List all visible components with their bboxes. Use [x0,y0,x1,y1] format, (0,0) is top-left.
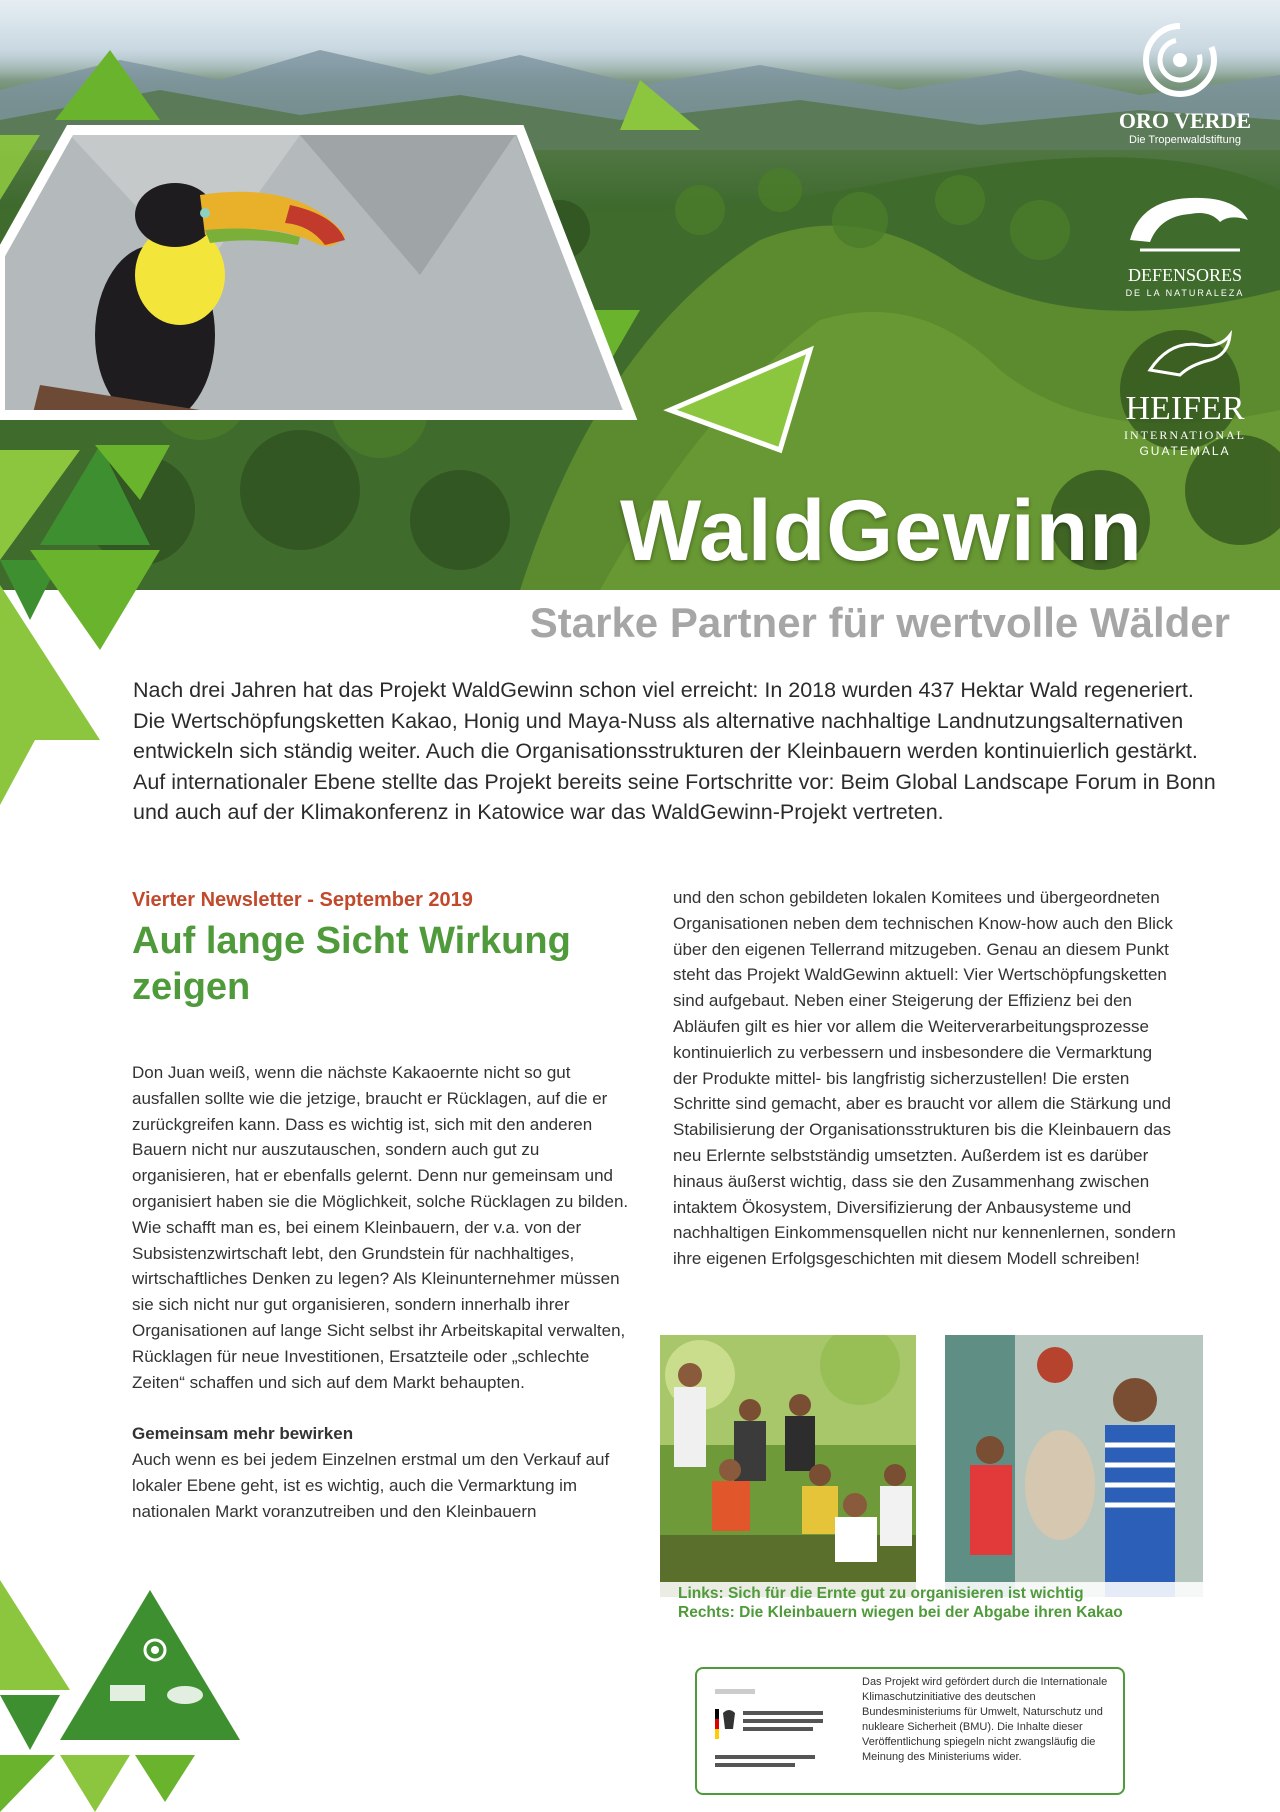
caption-left: Links: Sich für die Ernte gut zu organisieren ist wichtig [678,1585,1084,1602]
partner-logos [1100,20,1270,460]
page-title: WaldGewinn [620,483,1143,579]
cocoa-weighing-photo [945,1335,1203,1597]
heifer-name: HEIFER [1125,390,1245,427]
caption-right: Rechts: Die Kleinbauern wiegen bei der Abgabe ihren Kakao [678,1604,1123,1621]
oro-verde-name: ORO VERDE [1118,108,1252,133]
defensores-tagline: DE LA NATURALEZA [1125,288,1245,298]
photo-caption [660,1582,1205,1626]
article-title: Auf lange Sicht Wirkung zeigen [132,920,571,1008]
heifer-sub: INTERNATIONAL [1124,428,1246,442]
bottom-triangle-decoration [0,1580,260,1812]
funding-notice [695,1667,1125,1795]
funding-text: Das Projekt wird gefördert durch die Internationale Klimaschutzinitiative des deutschen Bundesministeriums für Umwelt, Naturschutz und nukleare Sicherheit (BMU). Die Inhalte dieser Veröffentlichung spiegeln nicht zwangsläufig die Meinung des Ministeriums wider. [862,1676,1108,1763]
article-subheading: Gemeinsam mehr bewirken [132,1424,354,1444]
article-paragraph-1: Don Juan weiß, wenn die nächste Kakaoernte nicht so gut ausfallen sollte wie die jetzige, braucht er Rücklagen, auf die er zurückgreifen kann. Dass es wichtig ist, sich mit den anderen Bauern nicht nur auszutauschen, sondern auch gut zu organisieren, hat er ebenfalls gelernt. Denn nur gemeinsam und organisiert haben sie die Möglichkeit, solche Rücklagen zu bilden. Wie schafft man es, bei einem Kleinbauern, der v.a. von der Subsistenzwirtschaft lebt, den Grundstein für nachhaltiges, wirtschaftliches Denken zu legen? Als Kleinunternehmer müssen sie sich nicht nur gut organisieren, sondern innerhalb ihrer Organisationen auf lange Sicht selbst ihr Arbeitskapital verwalten, Rücklagen für neue Investitionen, Ersatzteile oder „schlechte Zeiten“ schaffen und sich auf dem Markt behaupten. [132,1063,629,1392]
article-paragraph-3: und den schon gebildeten lokalen Komitees und übergeordneten Organisationen neben dem technischen Know-how auch den Blick über den eigenen Tellerrand mitzugeben. Genau an diesem Punkt steht das Projekt WaldGewinn aktuell: Vier Wertschöpfungsketten sind aufgebaut. Neben einer Steigerung der Effizienz bei den Abläufen gilt es hier vor allem die Weiterverarbeitungsprozesse kontinuierlich zu verbessern und insbesondere die Vermarktung der Produkte mittel- bis langfristig sicherzustellen! Die ersten Schritte sind gemacht, aber es braucht vor allem die Stärkung und Stabilisierung der Organisationsstrukturen bis die Kleinbauern das neu Erlernte selbstständig umsetzten. Außerdem ist es darüber hinaus äußerst wichtig, dass sie den Zusammenhang zwischen intaktem Ökosystem, Diversifizierung der Anbausysteme und nachhaltigen Einkommensquellen nicht nur kennenlernen, sondern ihre eigenen Erfolgsgeschichten mit diesem Modell schreiben! [673,888,1176,1269]
bmu-logo [707,1677,847,1787]
hero-triangle-small [660,340,820,460]
defensores-name: DEFENSORES [1127,265,1243,285]
farmers-harvest-photo [660,1335,916,1597]
page-subtitle: Starke Partner für wertvolle Wälder [529,599,1230,646]
article-left-column [132,888,632,1525]
heifer-country: GUATEMALA [1139,444,1231,458]
heifer-logo-icon [1140,330,1240,380]
article-paragraph-2: Auch wenn es bei jedem Einzelnen erstmal um den Verkauf auf lokaler Ebene geht, ist es wichtig, auch die Vermarktung im nationalen Markt voranzutreiben und den Kleinbauern [132,1450,610,1521]
newsletter-label: Vierter Newsletter - September 2019 [132,889,473,911]
article-right-column [673,885,1178,1272]
toucan-photo [0,125,640,425]
oro-verde-tagline: Die Tropenwaldstiftung [1129,134,1241,146]
intro-paragraph: Nach drei Jahren hat das Projekt WaldGewinn schon viel erreicht: In 2018 wurden 437 Hektar Wald regeneriert. Die Wertschöpfungsketten Kakao, Honig und Maya-Nuss als alternative nachhaltige Landnutzungsalternativen entwickeln sich ständig weiter. Auch die Organisationsstrukturen der Kleinbauern werden kontinuierlich gestärkt. Auf internationaler Ebene stellte das Projekt bereits seine Fortschritte vor: Beim Global Landscape Forum in Bonn und auch auf der Klimakonferenz in Katowice war das WaldGewinn-Projekt vertreten. [133,678,1216,824]
oro-verde-logo-icon [1140,20,1220,100]
defensores-logo-icon [1120,180,1255,260]
